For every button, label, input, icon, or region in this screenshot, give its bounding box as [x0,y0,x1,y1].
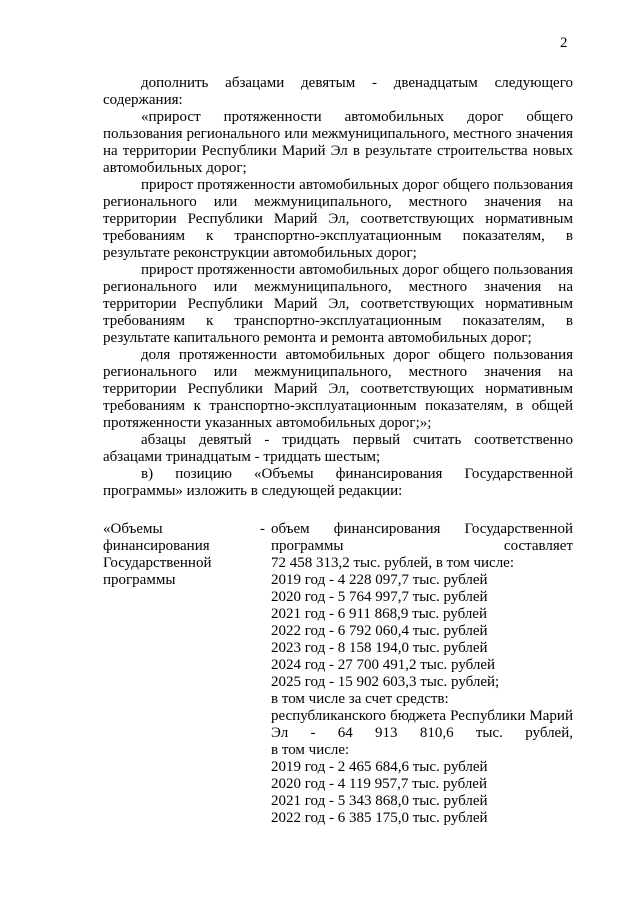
paragraph-1: дополнить абзацами девятым - двенадцатым следующего содержания: [103,75,573,108]
passport-right-column [271,521,573,827]
funding-year-2023: 2023 год - 8 158 194,0 тыс. рублей [271,640,488,656]
funding-intro: объем финансирования Государственной программы составляет [271,521,573,554]
passport-left-title: «Объемы финансирования Государственной программы [103,521,212,588]
paragraph-4: прирост протяженности автомобильных дорог общего пользования регионального или межмуниципального, местного значения на территории Республики Марий Эл, соответствующих нормативным требованиям к транспортно-эксплуатационным показателям, в результате капитального ремонта и ремонта автомобильных дорог; [103,262,573,346]
passport-dash: - [260,521,265,537]
paragraph-6: абзацы девятый - тридцать первый считать соответственно абзацами тринадцатым - тридцать шестым; [103,432,573,465]
paragraph-5: доля протяженности автомобильных дорог общего пользования регионального или межмуниципального, местного значения на территории Республики Марий Эл, соответствующих нормативным требованиям к транспортно-эксплуатационным показателям, в общей протяженности указанных автомобильных дорог;»; [103,347,573,431]
document-body [103,75,573,500]
republic-budget-total: республиканского бюджета Республики Марий Эл - 64 913 810,6 тыс. рублей, [271,708,573,741]
funding-year-2025: 2025 год - 15 902 603,3 тыс. рублей; [271,674,500,690]
republic-year-2022: 2022 год - 6 385 175,0 тыс. рублей [271,810,488,826]
funding-year-2022: 2022 год - 6 792 060,4 тыс. рублей [271,623,488,639]
in-that-number: в том числе: [271,742,350,758]
sources-heading: в том числе за счет средств: [271,691,449,707]
funding-year-2021: 2021 год - 6 911 868,9 тыс. рублей [271,606,487,622]
funding-year-2020: 2020 год - 5 764 997,7 тыс. рублей [271,589,488,605]
funding-total: 72 458 313,2 тыс. рублей, в том числе: [271,555,515,571]
republic-year-2019: 2019 год - 2 465 684,6 тыс. рублей [271,759,488,775]
page-number: 2 [560,35,568,51]
republic-year-2021: 2021 год - 5 343 868,0 тыс. рублей [271,793,488,809]
funding-year-2019: 2019 год - 4 228 097,7 тыс. рублей [271,572,488,588]
paragraph-7: в) позицию «Объемы финансирования Государственной программы» изложить в следующей редакции: [103,466,573,499]
paragraph-3: прирост протяженности автомобильных дорог общего пользования регионального или межмуниципального, местного значения на территории Республики Марий Эл, соответствующих нормативным требованиям к транспортно-эксплуатационным показателям, в результате реконструкции автомобильных дорог; [103,177,573,261]
paragraph-2: «прирост протяженности автомобильных дорог общего пользования регионального или межмуниципального, местного значения на территории Республики Марий Эл в результате строительства новых автомобильных дорог; [103,109,573,176]
republic-year-2020: 2020 год - 4 119 957,7 тыс. рублей [271,776,487,792]
funding-year-2024: 2024 год - 27 700 491,2 тыс. рублей [271,657,496,673]
